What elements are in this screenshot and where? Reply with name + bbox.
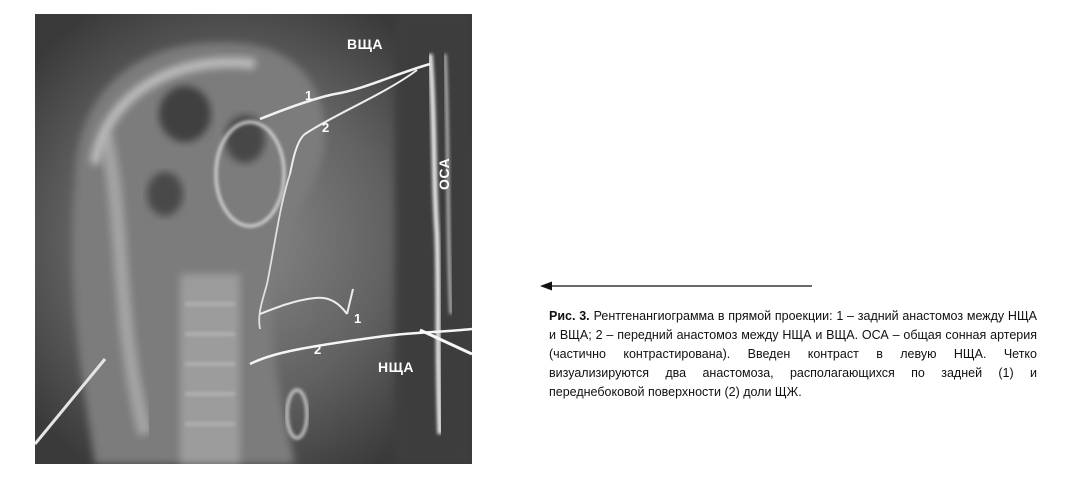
- angiogram-graphic: [35, 14, 472, 464]
- marker-anterior-anastomosis-upper: 2: [322, 120, 330, 135]
- label-common-carotid-artery: ОСА: [436, 157, 452, 190]
- figure-caption: [549, 307, 1037, 402]
- label-lower-thyroid-artery: НЩА: [378, 359, 414, 375]
- pointer-arrow: [540, 280, 812, 292]
- figure-number: Рис. 3.: [549, 309, 590, 323]
- caption-text: Рентгенангиограмма в прямой проекции: 1 – задний анастомоз между НЩА и ВЩА; 2 – передний анастомоз между НЩА и ВЩА. ОСА – общая сонная артерия (частично контрастирована). Введен контраст в левую НЩА. Четко визуализируются два анастомоза, располагающихся по задней (1) и переднебоковой поверхности (2) доли ЩЖ.: [549, 309, 1037, 399]
- marker-posterior-anastomosis-upper: 1: [305, 88, 313, 103]
- label-upper-thyroid-artery: ВЩА: [347, 36, 383, 52]
- angiogram-image: [35, 14, 472, 464]
- marker-anterior-anastomosis-lower: 2: [314, 342, 322, 357]
- marker-posterior-anastomosis-lower: 1: [354, 311, 362, 326]
